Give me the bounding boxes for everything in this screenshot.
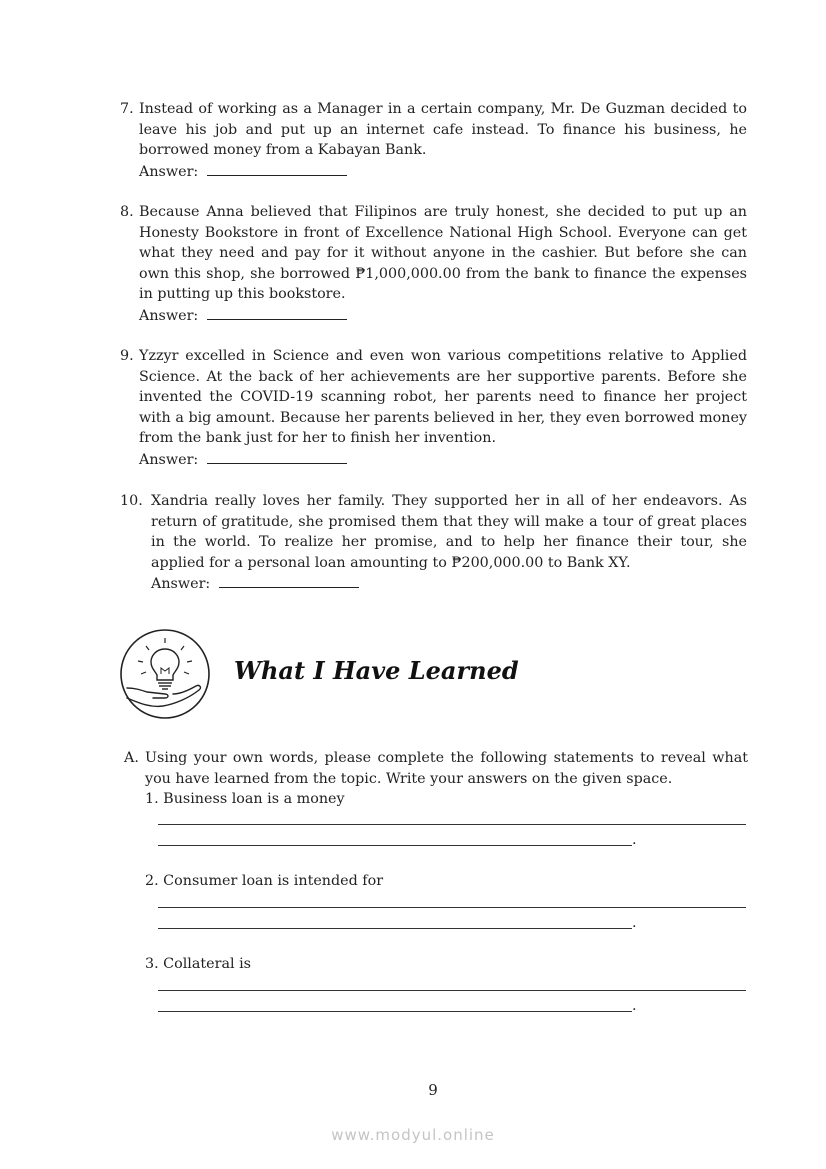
answer-line [139, 161, 747, 183]
answer-label: Answer: [139, 163, 199, 180]
item-7 [120, 99, 747, 182]
answer-line [139, 449, 747, 471]
lightbulb-hand-icon [119, 628, 211, 720]
item-text: Because Anna believed that Filipinos are truly honest, she decided to put up an Honesty Bookstore in front of Excellence National High School. Everyone can get what they need and pay for it without anyone in the cashier. But before she can own this shop, she borrowed ₱1,000,000.00 from the bank to finance the expenses in putting up this bookstore. [139, 204, 747, 303]
answer-label: Answer: [151, 576, 211, 593]
instructions-text: Using your own words, please complete the following statements to reveal what you have learned from the topic. Write your answers on the given space. [145, 750, 748, 787]
item-number: 9. [120, 348, 134, 364]
item-8 [120, 202, 747, 327]
line-end-period: . [632, 832, 637, 848]
answer-line-3a[interactable] [158, 990, 746, 991]
page-number: 9 [428, 1081, 438, 1099]
answer-blank[interactable] [207, 449, 347, 464]
answer-blank[interactable] [207, 305, 347, 320]
answer-label: Answer: [139, 451, 199, 468]
answer-blank[interactable] [207, 161, 347, 176]
question-2: 2. Consumer loan is intended for [145, 873, 384, 889]
item-9 [120, 346, 747, 471]
answer-line-2a[interactable] [158, 907, 746, 908]
question-1: 1. Business loan is a money [145, 791, 345, 807]
watermark: www.modyul.online [331, 1126, 495, 1144]
line-end-period: . [632, 915, 637, 931]
answer-line-1b[interactable] [158, 845, 632, 846]
answer-line-1a[interactable] [158, 824, 746, 825]
answer-line-3b[interactable] [158, 1011, 632, 1012]
section-title: What I Have Learned [234, 656, 519, 685]
item-text: Xandria really loves her family. They supported her in all of her endeavors. As return of gratitude, she promised them that they will make a tour of great places in the world. To realize her promise, and to help her finance their tour, she applied for a personal loan amounting to ₱200,000.00 to Bank XY. [151, 493, 747, 571]
item-number: 7. [120, 101, 134, 117]
answer-blank[interactable] [219, 573, 359, 588]
item-number: 8. [120, 204, 134, 220]
item-number: 10. [120, 493, 143, 509]
part-letter: A. [124, 750, 139, 766]
part-a-instructions [124, 748, 748, 789]
answer-label: Answer: [139, 307, 199, 324]
item-10 [120, 491, 747, 595]
answer-line [151, 573, 747, 595]
item-text: Instead of working as a Manager in a certain company, Mr. De Guzman decided to leave his job and put up an internet cafe instead. To finance his business, he borrowed money from a Kabayan Bank. [139, 101, 747, 159]
line-end-period: . [632, 998, 637, 1014]
question-3: 3. Collateral is [145, 956, 251, 972]
answer-line-2b[interactable] [158, 928, 632, 929]
item-text: Yzzyr excelled in Science and even won various competitions relative to Applied Science. At the back of her achievements are her supportive parents. Before she invented the COVID-19 scanning robot, her parents need to finance her project with a big amount. Because her parents believed in her, they even borrowed money from the bank just for her to finish her invention. [139, 348, 747, 447]
answer-line [139, 305, 747, 327]
